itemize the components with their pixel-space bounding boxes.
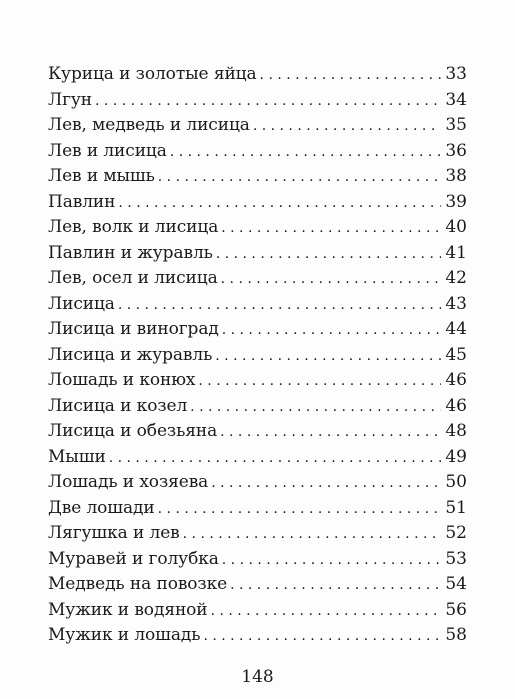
toc-entry-page: 52 [445,523,467,543]
toc-entry-title: Лев, осел и лисица [48,268,218,288]
dot-leader [220,420,441,446]
dot-leader [158,497,441,523]
dot-leader [190,395,441,421]
toc-entry-page: 51 [445,497,467,518]
toc-entry-page: 58 [445,625,467,645]
toc-entry-page: 49 [445,446,467,467]
toc-entry [48,241,467,267]
toc-entry [48,139,467,165]
toc-entry [48,292,467,318]
toc-entry-page: 46 [445,370,467,390]
toc-entry-page: 46 [445,395,467,416]
toc-entry [48,368,467,394]
dot-leader [118,191,441,217]
toc-entry-title: Лев и мышь [48,166,155,186]
toc-entry [48,113,467,139]
toc-entry-title: Мужик и лошадь [48,625,201,645]
dot-leader [203,624,441,650]
toc-entry-page: 54 [445,574,467,594]
toc-entry [48,394,467,420]
dot-leader [158,165,441,191]
toc-entry-title: Мыши [48,446,106,467]
dot-leader [215,344,441,370]
dot-leader [170,140,441,166]
toc-entry-title: Лягушка и лев [48,523,180,543]
toc-entry-page: 34 [445,89,467,110]
toc-entry-title: Лисица и козел [48,395,188,416]
toc-entry-page: 56 [445,599,467,620]
dot-leader [260,63,441,89]
toc-entry-page: 40 [445,217,467,237]
toc-entry [48,62,467,88]
dot-leader [211,599,441,625]
toc-entry-title: Лев, волк и лисица [48,217,219,237]
toc-entry [48,547,467,573]
toc-entry-title: Лошадь и хозяева [48,472,209,492]
toc-entry-title: Лисица и обезьяна [48,421,218,441]
toc-entry-title: Лисица и журавль [48,344,213,365]
toc-entry-title: Курица и золотые яйца [48,64,257,84]
toc-entry [48,572,467,598]
toc-entry-title: Лев, медведь и лисица [48,115,250,135]
toc-entry-title: Лисица [48,293,115,314]
dot-leader [253,114,441,140]
toc-entry-page: 38 [445,166,467,186]
toc-entry-page: 42 [445,268,467,288]
toc-entry [48,190,467,216]
dot-leader [221,267,441,293]
toc-entry-page: 53 [445,548,467,569]
dot-leader [118,293,441,319]
toc-entry-page: 33 [445,64,467,84]
toc-entry-title: Павлин и журавль [48,242,213,263]
toc-entry-title: Павлин [48,191,116,212]
page-number: 148 [241,667,274,687]
toc-entry-page: 50 [445,472,467,492]
toc-entry-page: 48 [445,421,467,441]
toc-entry-title: Лев и лисица [48,140,167,161]
dot-leader [211,471,441,497]
toc-entry-page: 35 [445,115,467,135]
toc-entry [48,445,467,471]
toc-entry [48,521,467,547]
toc-entry-page: 43 [445,293,467,314]
toc-entry-page: 41 [445,242,467,263]
toc-entry-page: 45 [445,344,467,365]
toc-entry [48,470,467,496]
dot-leader [183,522,441,548]
toc-entry [48,419,467,445]
toc-entry-title: Мужик и водяной [48,599,208,620]
toc-entry [48,623,467,649]
toc-entry-title: Медведь на повозке [48,574,228,594]
toc-entry [48,343,467,369]
toc-entry-title: Муравей и голубка [48,548,219,569]
toc-entry [48,598,467,624]
dot-leader [222,548,441,574]
toc-entry-page: 36 [445,140,467,161]
toc-entry-title: Две лошади [48,497,155,518]
toc-entry [48,215,467,241]
table-of-contents [48,62,467,649]
toc-entry-title: Лисица и виноград [48,319,219,339]
toc-entry [48,496,467,522]
dot-leader [222,318,441,344]
dot-leader [216,242,441,268]
dot-leader [95,89,441,115]
toc-entry [48,88,467,114]
toc-entry [48,164,467,190]
toc-entry [48,317,467,343]
toc-entry-title: Лошадь и конюх [48,370,196,390]
dot-leader [221,216,441,242]
dot-leader [230,573,441,599]
dot-leader [198,369,441,395]
dot-leader [109,446,441,472]
toc-entry-page: 44 [445,319,467,339]
toc-entry-page: 39 [445,191,467,212]
toc-entry [48,266,467,292]
toc-entry-title: Лгун [48,89,93,110]
